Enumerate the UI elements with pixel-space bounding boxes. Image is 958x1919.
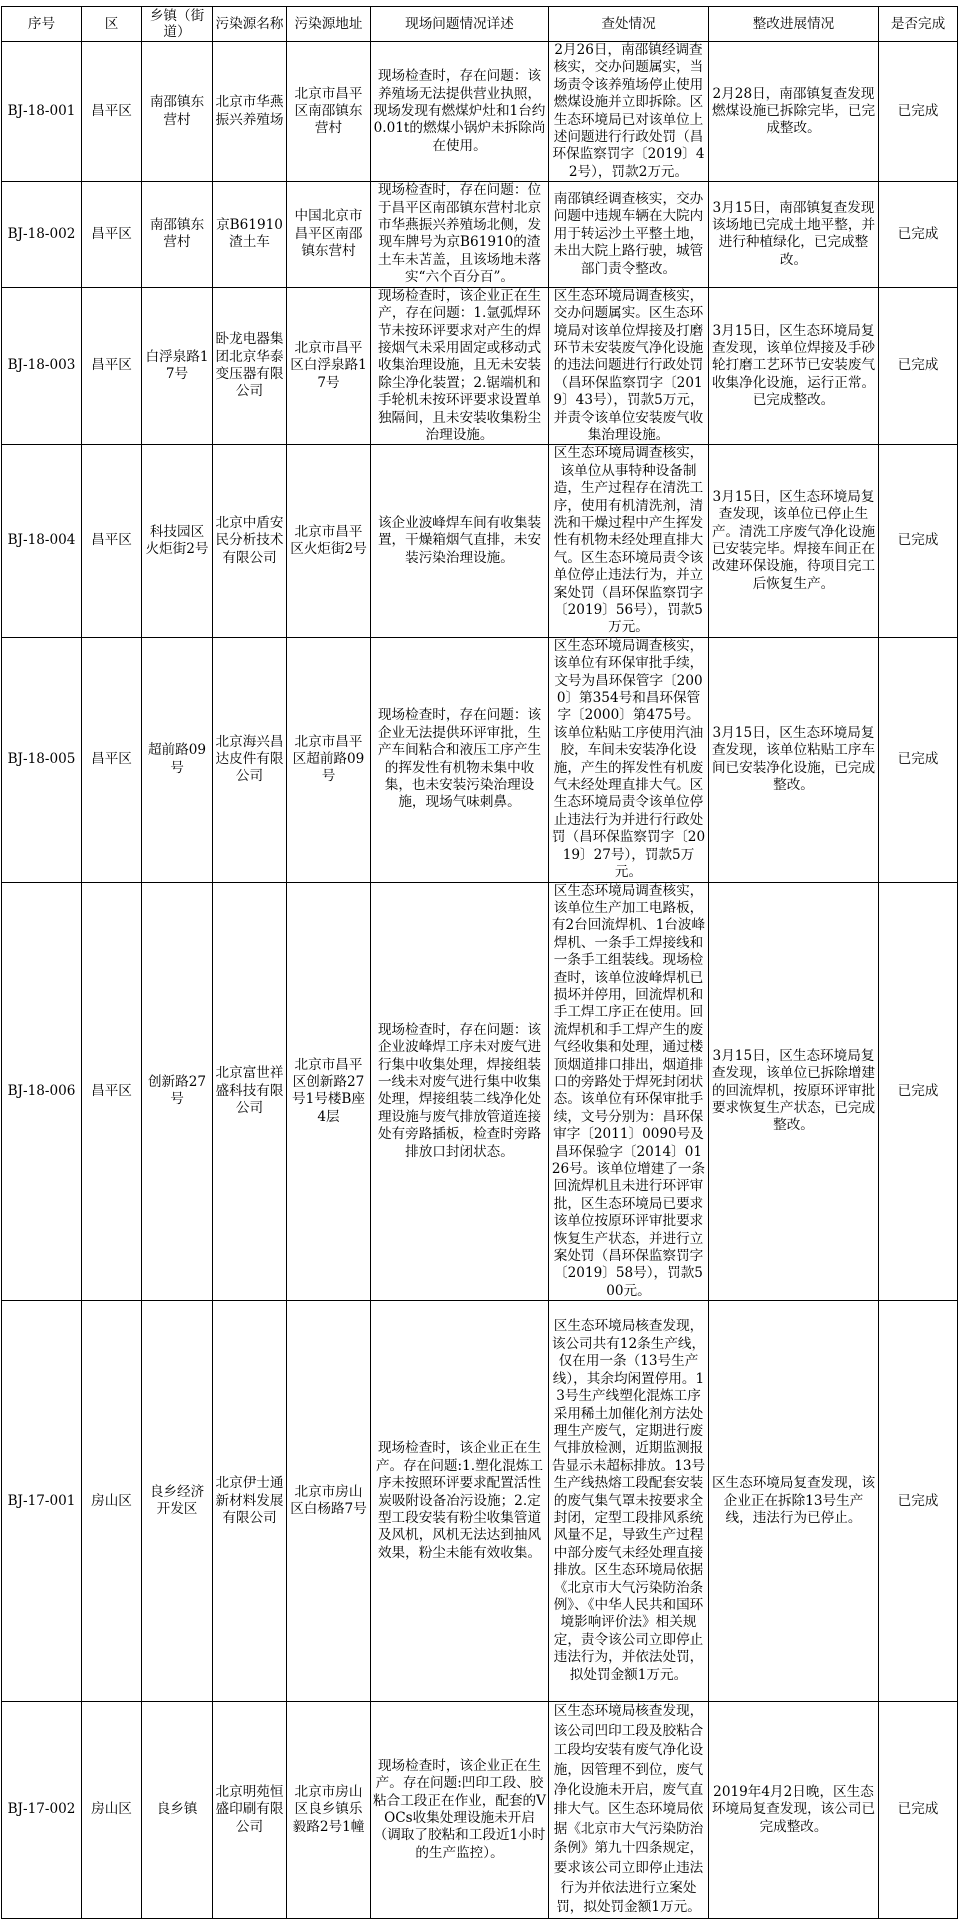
row-progress: 3月15日，区生态环境局复查发现，该单位粘贴工序车间已安装净化设施，已完成整改。: [709, 637, 879, 882]
row-done-status: 已完成: [879, 637, 958, 882]
header-progress: 整改进展情况: [709, 7, 879, 42]
header-address: 污染源地址: [287, 7, 371, 42]
row-id: BJ-17-001: [2, 1301, 82, 1702]
row-town: 科技园区火炬街2号: [142, 445, 213, 637]
row-handling: 2月26日，南邵镇经调查核实，交办问题属实，当场责令该养殖场停止使用燃煤设施并立即拆除。区生态环境局已对该单位上述问题进行行政处罚（昌环保监察罚字〔2019〕42号），罚款2万元。: [549, 42, 709, 182]
row-address: 北京市房山区良乡镇乐毅路2号1幢: [287, 1702, 371, 1919]
table-row: [2, 287, 958, 445]
rectification-table: [1, 6, 958, 1919]
table-body: [2, 42, 958, 1919]
table-row: [2, 182, 958, 287]
row-id: BJ-18-003: [2, 287, 82, 445]
row-problem: 现场检查时，该企业正在生产。存在问题:1.塑化混炼工序未按照环评要求配置活性炭吸附设备冶污设施；2.定型工段安装有粉尘收集管道及风机，风机无法达到抽风效果，粉尘未能有效收集。: [371, 1301, 549, 1702]
header-district: 区: [82, 7, 142, 42]
header-done: 是否完成: [879, 7, 958, 42]
row-done-status: 已完成: [879, 445, 958, 637]
row-source-name: 北京明苑恒盛印刷有限公司: [213, 1702, 287, 1919]
table-header-row: [2, 7, 958, 42]
row-town: 创新路27号: [142, 882, 213, 1301]
row-done-status: 已完成: [879, 1702, 958, 1919]
row-progress: 3月15日，南邵镇复查发现该场地已完成土地平整，并进行种植绿化，已完成整改。: [709, 182, 879, 287]
row-address: 北京市房山区白杨路7号: [287, 1301, 371, 1702]
row-source-name: 北京市华燕振兴养殖场: [213, 42, 287, 182]
row-source-name: 北京富世祥盛科技有限公司: [213, 882, 287, 1301]
header-id: 序号: [2, 7, 82, 42]
header-problem: 现场问题情况详述: [371, 7, 549, 42]
row-town: 良乡经济开发区: [142, 1301, 213, 1702]
row-district: 昌平区: [82, 637, 142, 882]
row-problem: 现场检查时，存在问题：位于昌平区南邵镇东营村北京市华燕振兴养殖场北侧，发现车牌号为京B61910的渣土车未苫盖，且该场地未落实“六个百分百”。: [371, 182, 549, 287]
row-done-status: 已完成: [879, 1301, 958, 1702]
row-source-name: 京B61910渣土车: [213, 182, 287, 287]
row-progress: 2019年4月2日晚，区生态环境局复查发现，该公司已完成整改。: [709, 1702, 879, 1919]
row-problem: 该企业波峰焊车间有收集装置，干燥箱烟气直排，未安装污染治理设施。: [371, 445, 549, 637]
row-problem: 现场检查时，存在问题：该企业波峰焊工序未对废气进行集中收集处理，焊接组装一线未对废气进行集中收集处理，焊接组装二线净化处理设施与废气排放管道连接处有旁路插板，检查时旁路排放口封闭状态。: [371, 882, 549, 1301]
row-address: 北京市昌平区超前路09号: [287, 637, 371, 882]
row-id: BJ-18-004: [2, 445, 82, 637]
row-district: 房山区: [82, 1301, 142, 1702]
row-handling: 区生态环境局核查发现，该公司共有12条生产线，仅在用一条（13号生产线），其余均闲置停用。13号生产线塑化混炼工序采用稀土加催化剂方法处理生产废气，定期进行废气排放检测，近期监测报告显示未超标排放。13号生产线热熔工段配套安装的废气集气罩未按要求全封闭，定型工段排风系统风量不足，导致生产过程中部分废气未经处理直接排放。区生态环境局依据《北京市大气污染防治条例》、《中华人民共和国环境影响评价法》相关规定，责令该公司立即停止违法行为，并依法处罚，拟处罚金额1万元。: [549, 1301, 709, 1702]
row-handling: 区生态环境局调查核实，该单位有环保审批手续，文号为昌环保管字〔2000〕第354号和昌环保管字〔2000〕第475号。该单位粘贴工序使用汽油胶，车间未安装净化设施，产生的挥发性有机废气未经处理直排大气。区生态环境局责令该单位停止违法行为并进行行政处罚（昌环保监察罚字〔2019〕27号），罚款5万元。: [549, 637, 709, 882]
header-town: 乡镇（街道）: [142, 7, 213, 42]
row-progress: 3月15日，区生态环境局复查发现，该单位已停止生产。清洗工序废气净化设施已安装完毕。焊接车间正在改建环保设施，待项目完工后恢复生产。: [709, 445, 879, 637]
row-id: BJ-18-002: [2, 182, 82, 287]
row-source-name: 卧龙电器集团北京华泰变压器有限公司: [213, 287, 287, 445]
row-id: BJ-17-002: [2, 1702, 82, 1919]
row-source-name: 北京海兴昌达皮件有限公司: [213, 637, 287, 882]
row-town: 超前路09号: [142, 637, 213, 882]
row-district: 房山区: [82, 1702, 142, 1919]
row-handling: 区生态环境局调查核实，该单位从事特种设备制造，生产过程存在清洗工序，使用有机清洗剂，清洗和干燥过程中产生挥发性有机物未经处理直排大气。区生态环境局责令该单位停止违法行为，并立案处罚（昌环保监察罚字〔2019〕56号），罚款5万元。: [549, 445, 709, 637]
row-progress: 3月15日，区生态环境局复查发现，该单位已拆除增建的回流焊机，按原环评审批要求恢复生产状态，已完成整改。: [709, 882, 879, 1301]
table-row: [2, 882, 958, 1301]
row-problem: 现场检查时，该企业正在生产，存在问题：1.氩弧焊环节未按环评要求对产生的焊接烟气未采用固定或移动式收集治理设施，且无未安装除尘净化装置；2.锯端机和手轮机未按环评要求设置单独隔间，且未安装收集粉尘治理设施。: [371, 287, 549, 445]
row-done-status: 已完成: [879, 42, 958, 182]
row-id: BJ-18-005: [2, 637, 82, 882]
row-done-status: 已完成: [879, 182, 958, 287]
row-district: 昌平区: [82, 182, 142, 287]
row-source-name: 北京伊士通新材料发展有限公司: [213, 1301, 287, 1702]
row-town: 南邵镇东营村: [142, 42, 213, 182]
row-problem: 现场检查时，该企业正在生产。存在问题:凹印工段、胶粘合工段正在作业，配套的VOCs收集处理设施未开启（调取了胶粘和工段近1小时的生产监控）。: [371, 1702, 549, 1919]
row-handling: 区生态环境局核查发现，该公司凹印工段及胶粘合工段均安装有废气净化设施，因管理不到位，废气净化设施未开启，废气直排大气。区生态环境局依据《北京市大气污染防治条例》第九十四条规定，要求该公司立即停止违法行为并依法进行立案处罚，拟处罚金额1万元。: [549, 1702, 709, 1919]
row-problem: 现场检查时，存在问题：该企业无法提供环评审批，生产车间粘合和液压工序产生的挥发性有机物未集中收集，也未安装污染治理设施，现场气味刺鼻。: [371, 637, 549, 882]
table-row: [2, 1301, 958, 1702]
row-town: 白浮泉路17号: [142, 287, 213, 445]
table-row: [2, 637, 958, 882]
row-id: BJ-18-001: [2, 42, 82, 182]
row-problem: 现场检查时，存在问题：该养殖场无法提供营业执照，现场发现有燃煤炉灶和1台约0.01t的燃煤小锅炉未拆除尚在使用。: [371, 42, 549, 182]
row-progress: 区生态环境局复查发现，该企业正在拆除13号生产线，违法行为已停止。: [709, 1301, 879, 1702]
row-district: 昌平区: [82, 42, 142, 182]
header-source-name: 污染源名称: [213, 7, 287, 42]
row-address: 北京市昌平区南邵镇东营村: [287, 42, 371, 182]
row-handling: 南邵镇经调查核实，交办问题中违规车辆在大院内用于转运沙土平整土地，未出大院上路行驶，城管部门责令整改。: [549, 182, 709, 287]
row-done-status: 已完成: [879, 882, 958, 1301]
table-row: [2, 1702, 958, 1919]
row-id: BJ-18-006: [2, 882, 82, 1301]
table-row: [2, 42, 958, 182]
row-district: 昌平区: [82, 445, 142, 637]
row-address: 北京市昌平区创新路27号1号楼B座4层: [287, 882, 371, 1301]
row-address: 中国北京市昌平区南邵镇东营村: [287, 182, 371, 287]
row-source-name: 北京中盾安民分析技术有限公司: [213, 445, 287, 637]
header-handling: 查处情况: [549, 7, 709, 42]
row-handling: 区生态环境局调查核实，交办问题属实。区生态环境局对该单位焊接及打磨环节未安装废气净化设施的违法问题进行行政处罚（昌环保监察罚字〔2019〕43号），罚款5万元，并责令该单位安装废气收集治理设施。: [549, 287, 709, 445]
table-row: [2, 445, 958, 637]
row-district: 昌平区: [82, 882, 142, 1301]
row-done-status: 已完成: [879, 287, 958, 445]
row-address: 北京市昌平区白浮泉路17号: [287, 287, 371, 445]
row-town: 南邵镇东营村: [142, 182, 213, 287]
row-progress: 2月28日，南邵镇复查发现燃煤设施已拆除完毕，已完成整改。: [709, 42, 879, 182]
row-progress: 3月15日，区生态环境局复查发现，该单位焊接及手砂轮打磨工艺环节已安装废气收集净化设施，运行正常。已完成整改。: [709, 287, 879, 445]
row-district: 昌平区: [82, 287, 142, 445]
row-town: 良乡镇: [142, 1702, 213, 1919]
row-handling: 区生态环境局调查核实，该单位生产加工电路板，有2台回流焊机、1台波峰焊机、一条手工焊接线和一条手工组装线。现场检查时，该单位波峰焊机已损坏并停用，回流焊机和手工焊工序正在使用。回流焊机和手工焊产生的废气经收集和处理，通过楼顶烟道排口排出，烟道排口的旁路处于焊死封闭状态。该单位有环保审批手续，文号分别为：昌环保审字〔2011〕0090号及昌环保验字〔2014〕0126号。该单位增建了一条回流焊机且未进行环评审批，区生态环境局已要求该单位按原环评审批要求恢复生产状态，并进行立案处罚（昌环保监察罚字〔2019〕58号），罚款500元。: [549, 882, 709, 1301]
row-address: 北京市昌平区火炬街2号: [287, 445, 371, 637]
